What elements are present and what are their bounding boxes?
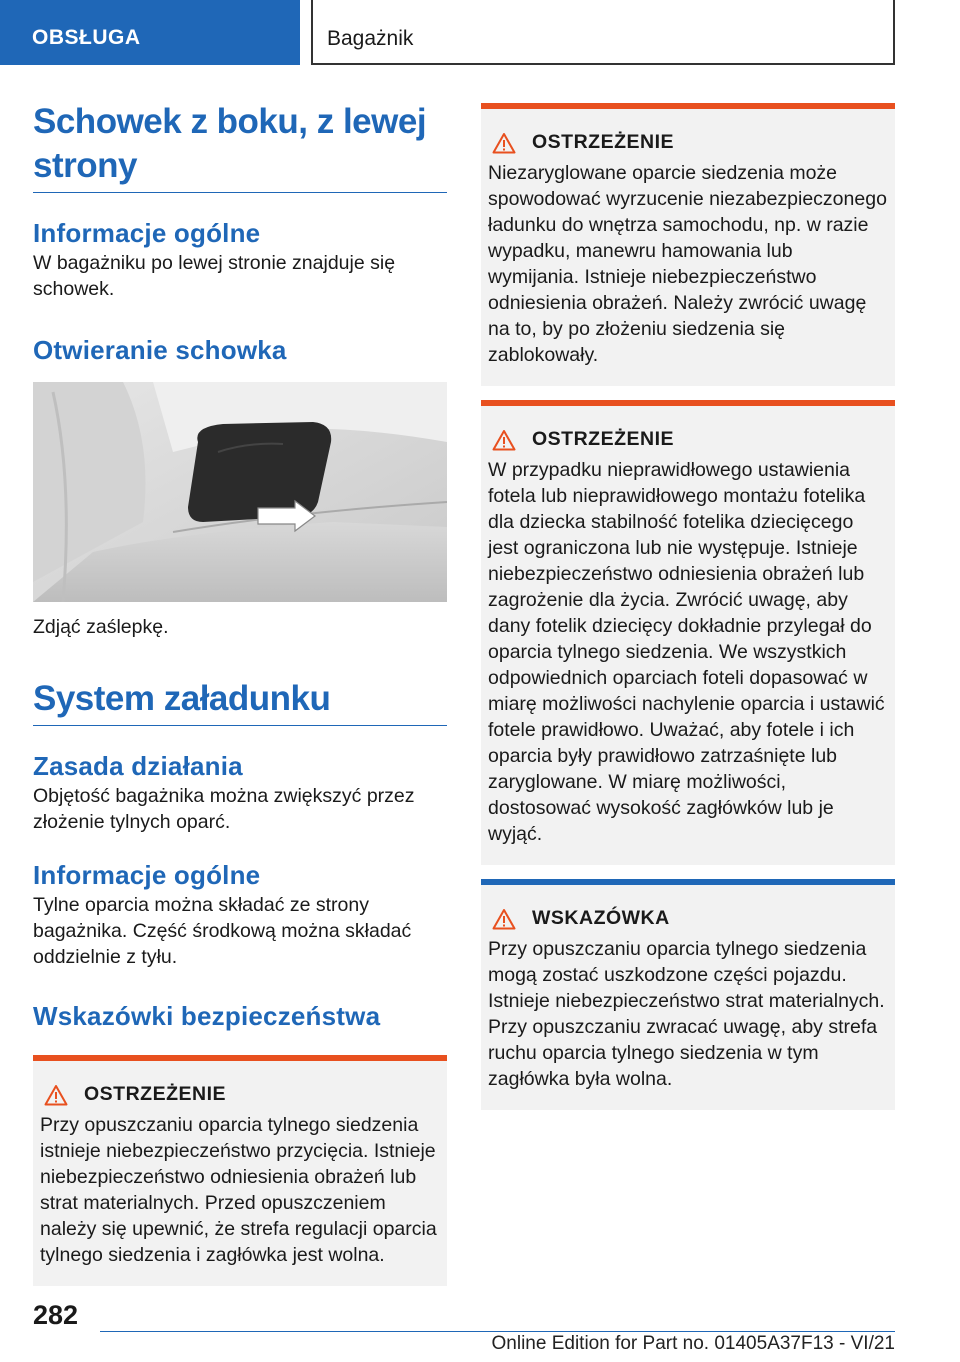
note-text: Przy opuszczaniu oparcia tylnego siedzenia mogą zostać uszkodzone części pojazdu. Istnieje niebezpieczeństwo strat materialnych. Przy opuszczaniu zwracać uwagę, aby strefa ruchu oparcia tylnego siedzenia w tym zagłówka była wolna.: [488, 938, 885, 1090]
warning-1-title: OSTRZEŻENIE: [84, 1083, 227, 1105]
footer-edition: Online Edition for Part no. 01405A37F13 - VI/21: [491, 1333, 895, 1354]
heading-general-info-2: Informacje ogólne: [33, 860, 261, 890]
section-tab: [0, 0, 300, 65]
warning-triangle-icon: [492, 429, 516, 451]
right-column: [481, 103, 895, 1110]
warning-1-text: Przy opuszczaniu oparcia tylnego siedzenia istnieje niebezpieczeństwo przycięcia. Istnieje niebezpieczeństwo odniesienia obrażeń lub strat materialnych. Przed opuszczeniem należy się upewnić, że strefa regulacji oparcia tylnego siedzenia i zagłówka jest wolna.: [40, 1114, 437, 1266]
footer-divider: [100, 1331, 895, 1332]
warning-3-title: OSTRZEŻENIE: [532, 428, 675, 450]
note-box: [481, 879, 895, 1110]
left-column: [33, 100, 447, 1286]
section-label: OBSŁUGA: [32, 26, 141, 49]
principle-text: Objętość bagażnika można zwiększyć przez złożenie tylnych oparć.: [33, 785, 415, 833]
warning-2-text: Niezaryglowane oparcie siedzenia może spowodować wyrzucenie niezabezpieczonego ładunku do wnętrza samochodu, np. w razie wypadku, manewru hamowania lub wymijania. Istnieje niebezpieczeństwo odniesienia obrażeń. Należy zwrócić uwagę na to, by po złożeniu siedzenia się zablokowały.: [488, 162, 887, 366]
page-number: 282: [33, 1300, 79, 1330]
general-info-text: W bagażniku po lewej stronie znajduje się schowek.: [33, 252, 396, 300]
heading-general-info: Informacje ogólne: [33, 218, 261, 248]
chapter-header: [311, 0, 895, 65]
general-info-2-text: Tylne oparcia można składać ze strony bagażnika. Część środkową można składać oddzielnie z tyłu.: [33, 894, 412, 968]
warning-box-1: [33, 1055, 447, 1286]
photo-caption: Zdjąć zaślepkę.: [33, 616, 169, 638]
note-title: WSKAZÓWKA: [532, 907, 670, 929]
warning-box-2: [481, 103, 895, 386]
heading-opening: Otwieranie schowka: [33, 335, 287, 365]
chapter-label: Bagażnik: [327, 27, 414, 50]
section-title-loading-system: System załadunku: [33, 677, 447, 726]
heading-safety: Wskazówki bezpieczeństwa: [33, 1001, 381, 1031]
warning-triangle-icon: [492, 132, 516, 154]
warning-triangle-icon: [492, 908, 516, 930]
warning-3-text: W przypadku nieprawidłowego ustawienia fotela lub nieprawidłowego montażu fotelika dla dziecka stabilność fotelika dziecięcego jest ograniczona lub nie występuje. Istnieje niebezpieczeństwo odniesienia obrażeń lub zagrożenie dla życia. Zwrócić uwagę, aby dany fotelik dziecięcy dokładnie przylegał do oparcia tylnego siedzenia. We wszystkich odpowiednich oparciach foteli dopasować w miarę możliwości nachylenie oparcia i ustawić fotele prawidłowo. Uważać, aby fotele i ich oparcia były prawidłowo zatrzaśnięte lub zaryglowane. W miarę możliwości, dostosować wysokość zagłówków lub je wyjąć.: [488, 459, 885, 845]
section-title-storage: Schowek z boku, z lewej strony: [33, 100, 447, 193]
trunk-storage-photo: [33, 382, 447, 602]
warning-box-3: [481, 400, 895, 865]
warning-2-title: OSTRZEŻENIE: [532, 131, 675, 153]
heading-principle: Zasada działania: [33, 751, 243, 781]
warning-triangle-icon: [44, 1084, 68, 1106]
